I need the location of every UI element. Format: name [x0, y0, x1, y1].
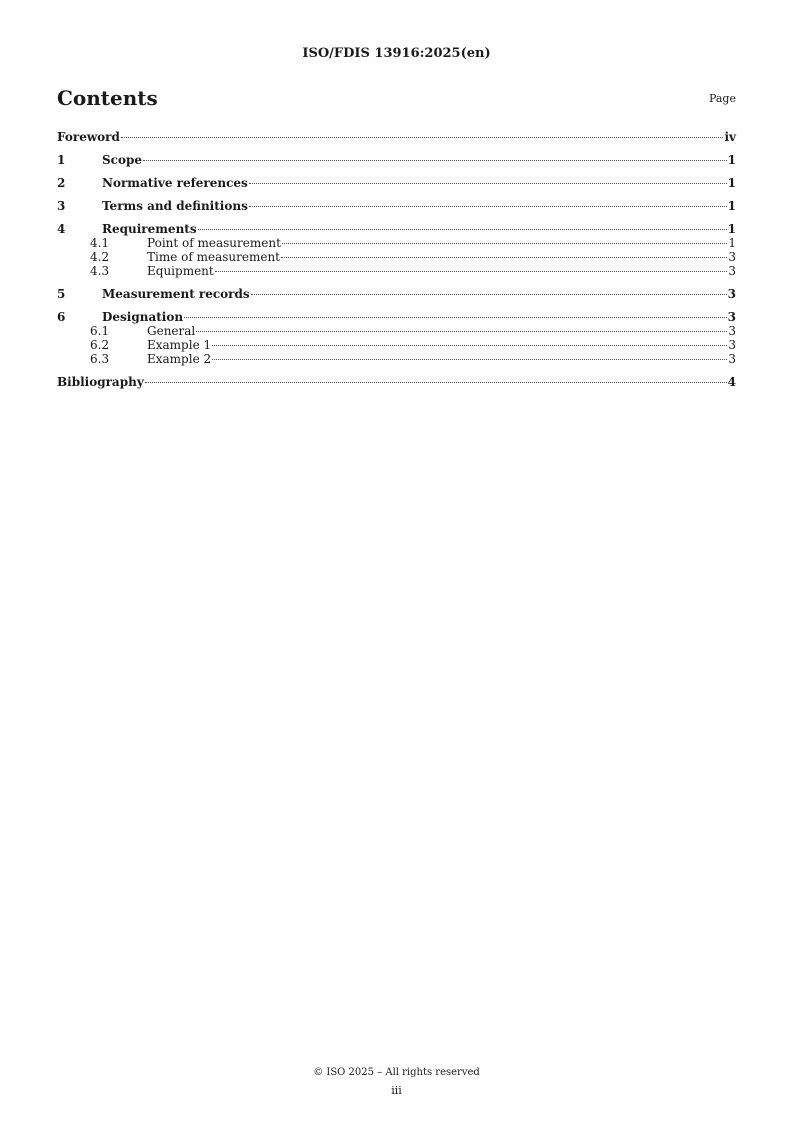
toc-entry-title: Example 1 — [147, 338, 212, 352]
toc-entry-title: Example 2 — [147, 352, 212, 366]
toc-entry-page: iv — [724, 130, 736, 144]
toc-entry-title: Designation — [102, 310, 184, 324]
toc-entry-page: 1 — [727, 222, 736, 236]
toc-entry-number: 4.3 — [90, 264, 110, 278]
toc-leader — [249, 206, 727, 207]
toc-entry-number: 4 — [57, 222, 66, 236]
toc-entry-number: 6.2 — [90, 338, 110, 352]
toc-entry-title: Measurement records — [102, 287, 250, 301]
toc-entry-page: 3 — [727, 287, 736, 301]
toc-entry-title: Requirements — [102, 222, 197, 236]
toc-entry-title: Scope — [102, 153, 143, 167]
toc-entry-number: 6.1 — [90, 324, 110, 338]
toc-entry-number: 5 — [57, 287, 66, 301]
toc-leader — [145, 382, 727, 383]
toc-entry-bibliography[interactable] — [57, 375, 736, 389]
toc-entry-number: 1 — [57, 153, 66, 167]
toc-entry-page: 3 — [728, 324, 736, 338]
toc-leader — [251, 294, 727, 295]
table-of-contents — [57, 130, 736, 389]
toc-leader — [212, 359, 727, 360]
toc-entry-page: 1 — [727, 153, 736, 167]
footer-page-number: iii — [391, 1084, 402, 1097]
toc-entry-foreword[interactable] — [57, 130, 736, 144]
toc-entry-scope[interactable] — [57, 153, 736, 167]
toc-entry-page: 1 — [727, 176, 736, 190]
toc-entry-page: 3 — [728, 352, 736, 366]
contents-heading-row — [57, 86, 736, 112]
toc-entry-number: 6 — [57, 310, 66, 324]
toc-entry-page: 1 — [728, 236, 736, 250]
toc-entry-page: 3 — [728, 338, 736, 352]
toc-entry-title: Normative references — [102, 176, 248, 190]
toc-entry-title: Time of measurement — [147, 250, 281, 264]
document-header: ISO/FDIS 13916:2025(en) — [302, 46, 491, 61]
toc-leader — [215, 271, 728, 272]
toc-entry-terms-and-definitions[interactable] — [57, 199, 736, 213]
toc-entry-title: Point of measurement — [147, 236, 281, 250]
toc-leader — [196, 331, 727, 332]
toc-entry-general[interactable] — [57, 324, 736, 338]
toc-leader — [281, 257, 727, 258]
toc-entry-page: 3 — [727, 310, 736, 324]
toc-entry-page: 3 — [728, 250, 736, 264]
toc-entry-page: 1 — [727, 199, 736, 213]
toc-entry-number: 4.2 — [90, 250, 110, 264]
toc-entry-designation[interactable] — [57, 310, 736, 324]
toc-entry-measurement-records[interactable] — [57, 287, 736, 301]
toc-entry-normative-references[interactable] — [57, 176, 736, 190]
toc-leader — [249, 183, 727, 184]
toc-entry-title: Equipment — [147, 264, 214, 278]
toc-entry-title: General — [147, 324, 196, 338]
toc-entry-title: Foreword — [57, 130, 120, 144]
toc-entry-page: 4 — [727, 375, 736, 389]
toc-leader — [121, 137, 724, 138]
toc-entry-equipment[interactable] — [57, 264, 736, 278]
toc-entry-number: 6.3 — [90, 352, 110, 366]
toc-entry-title: Bibliography — [57, 375, 144, 389]
toc-entry-requirements[interactable] — [57, 222, 736, 236]
page-column-label: Page — [708, 92, 736, 105]
toc-leader — [212, 345, 727, 346]
toc-leader — [184, 317, 727, 318]
footer-copyright: © ISO 2025 – All rights reserved — [313, 1067, 480, 1078]
toc-entry-time-of-measurement[interactable] — [57, 250, 736, 264]
toc-entry-number: 3 — [57, 199, 66, 213]
toc-entry-page: 3 — [728, 264, 736, 278]
toc-leader — [282, 243, 727, 244]
toc-entry-example-1[interactable] — [57, 338, 736, 352]
toc-entry-example-2[interactable] — [57, 352, 736, 366]
toc-entry-title: Terms and definitions — [102, 199, 248, 213]
toc-leader — [143, 160, 727, 161]
toc-entry-number: 2 — [57, 176, 66, 190]
toc-entry-number: 4.1 — [90, 236, 110, 250]
toc-entry-point-of-measurement[interactable] — [57, 236, 736, 250]
contents-title: Contents — [57, 86, 158, 110]
toc-leader — [198, 229, 727, 230]
